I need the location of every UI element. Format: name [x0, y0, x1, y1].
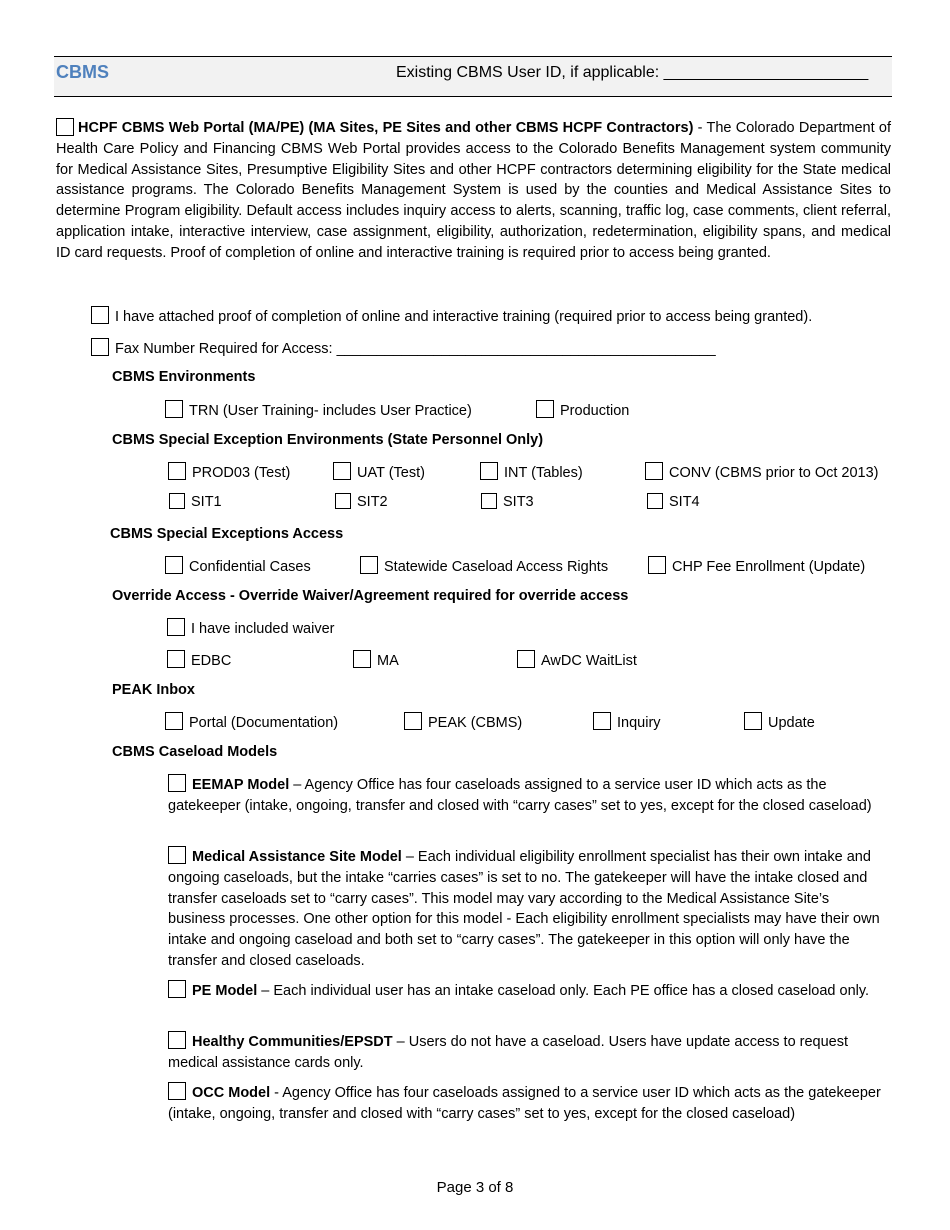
- override-waiver-option[interactable]: [167, 618, 334, 637]
- env-trn-option[interactable]: [165, 400, 472, 419]
- proof-training-checkbox[interactable]: [91, 306, 109, 324]
- special-env-heading: CBMS Special Exception Environments (State Personnel Only): [112, 432, 544, 448]
- peak-inquiry-checkbox[interactable]: [593, 712, 611, 730]
- access-statewide-label: Statewide Caseload Access Rights: [384, 559, 609, 575]
- access-statewide-option[interactable]: [360, 556, 608, 575]
- env-sit4-option[interactable]: [647, 493, 700, 510]
- override-awdc-label: AwDC WaitList: [541, 653, 637, 669]
- env-sit2-option[interactable]: [335, 493, 388, 510]
- env-trn-checkbox[interactable]: [165, 400, 183, 418]
- portal-checkbox[interactable]: [56, 118, 74, 136]
- override-edbc-checkbox[interactable]: [167, 650, 185, 668]
- proof-training-option[interactable]: [91, 306, 812, 325]
- portal-text: - The Colorado Department of Health Care Policy and Financing CBMS Web Portal provides access to the Colorado Benefits Management system community for Medical Assistance Sites, Presumptive Eligibility Sites and other HCPF contractors determining eligibility for the State medical assistance programs. The Colorado Benefits Management System is used by the counties and Medical Assistance Sites to determine Program eligibility. Default access includes inquiry access to alerts, scanning, traffic log, case comments, client referral, application intake, interactive interview, case assignment, eligibility, authorization, redetermination, eligibility spans, and medical ID card requests. Proof of completion of online and interactive training is required prior to access being granted.: [56, 120, 891, 261]
- peak-portal-label: Portal (Documentation): [189, 715, 339, 731]
- env-production-label: Production: [560, 403, 630, 419]
- env-uat-checkbox[interactable]: [333, 462, 351, 480]
- fax-option[interactable]: [91, 338, 716, 357]
- env-conv-label: CONV (CBMS prior to Oct 2013): [669, 465, 879, 481]
- caseload-model-healthy-communities: [168, 1031, 890, 1074]
- caseload-model-occ: [168, 1082, 890, 1125]
- model-eemap-checkbox[interactable]: [168, 774, 186, 792]
- proof-training-label: I have attached proof of completion of online and interactive training (required prior to access being granted).: [115, 309, 813, 325]
- special-access-heading: CBMS Special Exceptions Access: [110, 526, 344, 542]
- peak-cbms-checkbox[interactable]: [404, 712, 422, 730]
- access-chp-fee-checkbox[interactable]: [648, 556, 666, 574]
- access-statewide-checkbox[interactable]: [360, 556, 378, 574]
- override-ma-checkbox[interactable]: [353, 650, 371, 668]
- env-production-checkbox[interactable]: [536, 400, 554, 418]
- env-sit2-checkbox[interactable]: [335, 493, 351, 509]
- model-occ-checkbox[interactable]: [168, 1082, 186, 1100]
- portal-description: [56, 118, 891, 264]
- override-waiver-label: I have included waiver: [191, 621, 335, 637]
- model-pe-text: – Each individual user has an intake caseload only. Each PE office has a closed caseload only.: [257, 983, 870, 999]
- env-conv-checkbox[interactable]: [645, 462, 663, 480]
- env-sit1-option[interactable]: [169, 493, 222, 510]
- existing-user-id-field[interactable]: Existing CBMS User ID, if applicable: _______________________: [396, 64, 869, 81]
- env-conv-option[interactable]: [645, 462, 879, 481]
- page-header: [54, 56, 892, 97]
- override-edbc-label: EDBC: [191, 653, 232, 669]
- model-ma-site-text: – Each individual eligibility enrollment specialist has their own intake and ongoing caseloads, but the intake “carries cases” is set to no. The gatekeeper will have the intake closed and transfer caseloads set to “carry cases”. This model may vary according to the Medical Assistance Site’s business processes. One other option for this model - Each eligibility enrollment specialists may have their own intake and ongoing caseload and both set to “carry cases”. The gatekeeper in this option will only have the transfer and closed caseloads.: [168, 849, 880, 969]
- peak-portal-checkbox[interactable]: [165, 712, 183, 730]
- access-confidential-label: Confidential Cases: [189, 559, 311, 575]
- env-trn-label: TRN (User Training- includes User Practice): [189, 403, 472, 419]
- peak-update-checkbox[interactable]: [744, 712, 762, 730]
- model-occ-title: OCC Model: [192, 1085, 271, 1101]
- peak-heading: PEAK Inbox: [112, 682, 195, 698]
- portal-title: HCPF CBMS Web Portal (MA/PE) (MA Sites, PE Sites and other CBMS HCPF Contractors): [78, 120, 694, 136]
- env-uat-option[interactable]: [333, 462, 425, 481]
- model-eemap-title: EEMAP Model: [192, 777, 290, 793]
- access-chp-fee-option[interactable]: [648, 556, 865, 575]
- override-ma-label: MA: [377, 653, 399, 669]
- model-occ-text: - Agency Office has four caseloads assigned to a service user ID which acts as the gatekeeper (intake, ongoing, transfer and closed with “carry cases” set to yes, except for the closed caseload): [168, 1085, 881, 1122]
- env-sit1-label: SIT1: [191, 494, 222, 510]
- override-waiver-checkbox[interactable]: [167, 618, 185, 636]
- page-number: Page 3 of 8: [436, 1179, 514, 1196]
- env-int-option[interactable]: [480, 462, 583, 481]
- peak-update-label: Update: [768, 715, 815, 731]
- env-prod03-label: PROD03 (Test): [192, 465, 291, 481]
- override-awdc-option[interactable]: [517, 650, 637, 669]
- env-prod03-option[interactable]: [168, 462, 290, 481]
- peak-update-option[interactable]: [744, 712, 815, 731]
- caseload-heading: CBMS Caseload Models: [112, 744, 278, 760]
- model-pe-title: PE Model: [192, 983, 258, 999]
- peak-inquiry-label: Inquiry: [617, 715, 661, 731]
- env-sit3-option[interactable]: [481, 493, 534, 510]
- model-pe-checkbox[interactable]: [168, 980, 186, 998]
- env-int-label: INT (Tables): [504, 465, 583, 481]
- env-int-checkbox[interactable]: [480, 462, 498, 480]
- env-sit3-checkbox[interactable]: [481, 493, 497, 509]
- env-sit4-label: SIT4: [669, 494, 700, 510]
- fax-checkbox[interactable]: [91, 338, 109, 356]
- model-ma-site-checkbox[interactable]: [168, 846, 186, 864]
- model-healthy-communities-checkbox[interactable]: [168, 1031, 186, 1049]
- override-heading: Override Access - Override Waiver/Agreement required for override access: [112, 588, 629, 604]
- caseload-model-eemap: [168, 774, 890, 817]
- caseload-model-pe: [168, 980, 890, 1002]
- env-sit3-label: SIT3: [503, 494, 534, 510]
- env-uat-label: UAT (Test): [357, 465, 425, 481]
- access-confidential-option[interactable]: [165, 556, 311, 575]
- access-confidential-checkbox[interactable]: [165, 556, 183, 574]
- peak-cbms-option[interactable]: [404, 712, 522, 731]
- environments-heading: CBMS Environments: [112, 369, 256, 385]
- env-sit2-label: SIT2: [357, 494, 388, 510]
- peak-portal-option[interactable]: [165, 712, 338, 731]
- env-sit1-checkbox[interactable]: [169, 493, 185, 509]
- env-prod03-checkbox[interactable]: [168, 462, 186, 480]
- env-production-option[interactable]: [536, 400, 629, 419]
- peak-inquiry-option[interactable]: [593, 712, 661, 731]
- access-chp-fee-label: CHP Fee Enrollment (Update): [672, 559, 866, 575]
- model-healthy-communities-title: Healthy Communities/EPSDT: [192, 1034, 393, 1050]
- header-title: CBMS: [56, 62, 109, 82]
- override-awdc-checkbox[interactable]: [517, 650, 535, 668]
- model-healthy-communities-text: – Users do not have a caseload. Users have update access to request medical assistance cards only.: [168, 1034, 849, 1071]
- model-ma-site-title: Medical Assistance Site Model: [192, 849, 402, 865]
- override-edbc-option[interactable]: [167, 650, 231, 669]
- env-sit4-checkbox[interactable]: [647, 493, 663, 509]
- model-eemap-text: – Agency Office has four caseloads assigned to a service user ID which acts as the gatekeeper (intake, ongoing, transfer and closed with “carry cases” set to yes, except for the closed caseload): [168, 777, 872, 814]
- fax-label: Fax Number Required for Access: _______________________________________________: [115, 341, 716, 357]
- override-ma-option[interactable]: [353, 650, 399, 669]
- caseload-model-ma-site: [168, 846, 890, 972]
- peak-cbms-label: PEAK (CBMS): [428, 715, 523, 731]
